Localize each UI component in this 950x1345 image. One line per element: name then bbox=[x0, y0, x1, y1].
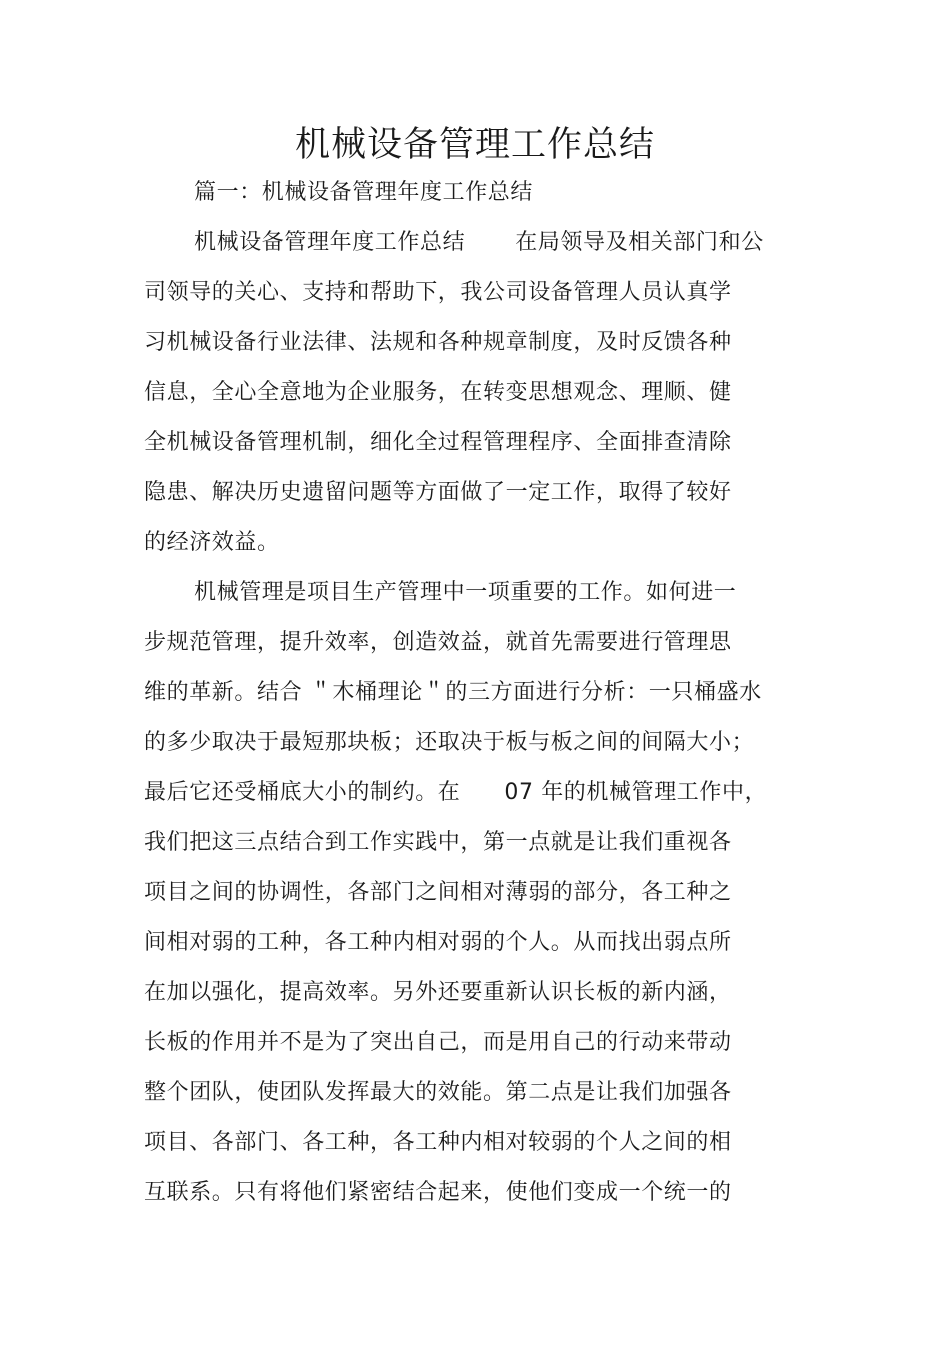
paragraph-2-line-8: 间相对弱的工种，各工种内相对弱的个人。从而找出弱点所 bbox=[144, 930, 732, 955]
paragraph-2-line-9: 在加以强化，提高效率。另外还要重新认识长板的新内涵， bbox=[144, 980, 732, 1005]
paragraph-2-line-6: 我们把这三点结合到工作实践中，第一点就是让我们重视各 bbox=[144, 830, 732, 855]
paragraph-1-line-7: 的经济效益。 bbox=[144, 530, 280, 555]
paragraph-1-line-3: 习机械设备行业法律、法规和各种规章制度，及时反馈各种 bbox=[144, 330, 732, 355]
paragraph-1-line-6: 隐患、解决历史遗留问题等方面做了一定工作，取得了较好 bbox=[144, 480, 732, 505]
paragraph-1-line-2: 司领导的关心、支持和帮助下，我公司设备管理人员认真学 bbox=[144, 280, 732, 305]
paragraph-2-line-12: 项目、各部门、各工种，各工种内相对较弱的个人之间的相 bbox=[144, 1130, 732, 1155]
paragraph-2-line-5-start: 最后它还受桶底大小的制约。在 bbox=[144, 780, 461, 805]
document-title: 机械设备管理工作总结 bbox=[294, 125, 655, 165]
paragraph-2-line-13: 互联系。只有将他们紧密结合起来，使他们变成一个统一的 bbox=[144, 1180, 732, 1205]
paragraph-1-line-5: 全机械设备管理机制，细化全过程管理程序、全面排查清除 bbox=[144, 430, 732, 455]
paragraph-1-line-1 bbox=[194, 228, 764, 258]
paragraph-2-line-10: 长板的作用并不是为了突出自己，而是用自己的行动来带动 bbox=[144, 1030, 732, 1055]
paragraph-2-line-2: 步规范管理，提升效率，创造效益，就首先需要进行管理思 bbox=[144, 630, 732, 655]
paragraph-2-line-11: 整个团队，使团队发挥最大的效能。第二点是让我们加强各 bbox=[144, 1080, 732, 1105]
paragraph-2-line-5 bbox=[144, 778, 767, 808]
paragraph-2-line-5-end: 07 年的机械管理工作中， bbox=[504, 780, 768, 805]
paragraph-2-line-3: 维的革新。结合 ＂木桶理论＂的三方面进行分析：一只桶盛水 bbox=[144, 680, 762, 705]
paragraph-1-line-4: 信息，全心全意地为企业服务，在转变思想观念、理顺、健 bbox=[144, 380, 732, 405]
paragraph-1-lead-text: 在局领导及相关部门和公 bbox=[515, 230, 764, 255]
paragraph-2-line-4: 的多少取决于最短那块板；还取决于板与板之间的间隔大小； bbox=[144, 730, 755, 755]
paragraph-2-line-7: 项目之间的协调性，各部门之间相对薄弱的部分，各工种之 bbox=[144, 880, 732, 905]
paragraph-1-lead-title: 机械设备管理年度工作总结 bbox=[194, 230, 466, 255]
paragraph-2-line-1: 机械管理是项目生产管理中一项重要的工作。如何进一 bbox=[194, 580, 737, 605]
document-subtitle: 篇一：机械设备管理年度工作总结 bbox=[194, 180, 534, 205]
